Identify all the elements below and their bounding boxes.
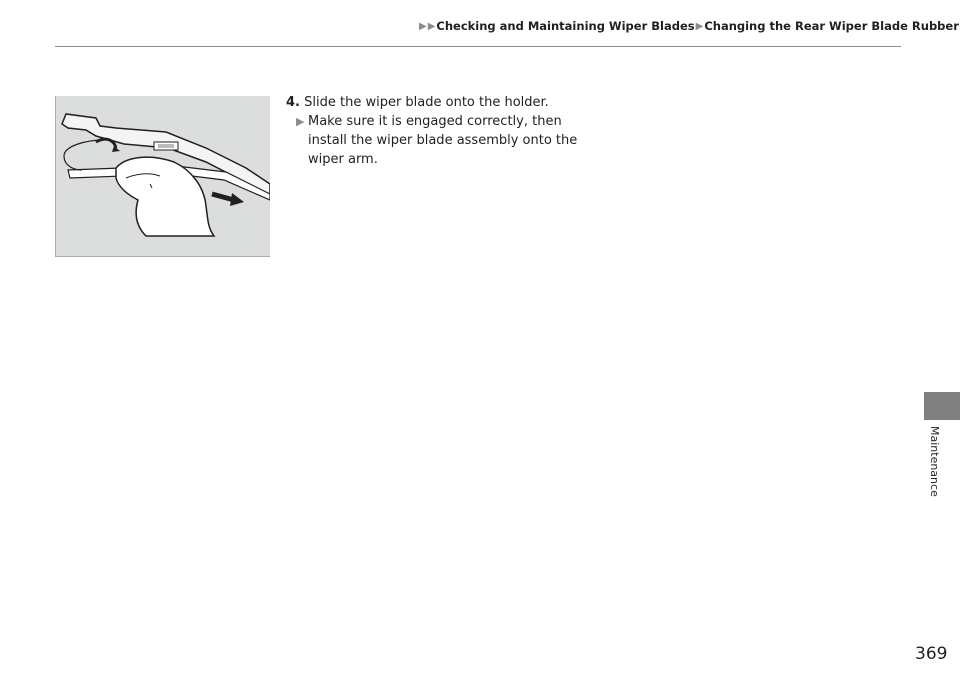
substep-line: Make sure it is engaged correctly, then: [308, 114, 562, 129]
curved-arrow: [96, 139, 116, 148]
step-text: Slide the wiper blade onto the holder.: [304, 95, 549, 110]
arrow-right-head: [230, 193, 244, 206]
breadcrumb-item[interactable]: Checking and Maintaining Wiper Blades: [436, 19, 695, 33]
arrow-right-icon: [212, 194, 234, 200]
triangle-right-icon: ▶: [695, 20, 704, 32]
triangle-right-icon: ▶: [419, 20, 427, 32]
step-number: 4.: [286, 95, 300, 110]
breadcrumb: [419, 19, 960, 33]
header-divider: [55, 46, 901, 47]
step-line: [286, 93, 586, 112]
curve-line: [64, 140, 104, 170]
holder-slot-inner: [158, 144, 174, 148]
substep-line: install the wiper blade assembly onto the: [308, 133, 578, 148]
wiper-blade-illustration: [55, 96, 270, 257]
section-tab[interactable]: [924, 392, 960, 420]
section-label: Maintenance: [928, 426, 941, 497]
triangle-right-icon: ▶: [296, 115, 305, 128]
breadcrumb-item[interactable]: Changing the Rear Wiper Blade Rubber: [704, 19, 959, 33]
triangle-right-icon: ▶: [427, 20, 436, 32]
step-substep: [286, 112, 586, 169]
instruction-step: [286, 93, 586, 169]
page-number: 369: [915, 644, 948, 664]
substep-line: wiper arm.: [308, 152, 378, 167]
wiper-blade-drawing: [56, 96, 270, 256]
